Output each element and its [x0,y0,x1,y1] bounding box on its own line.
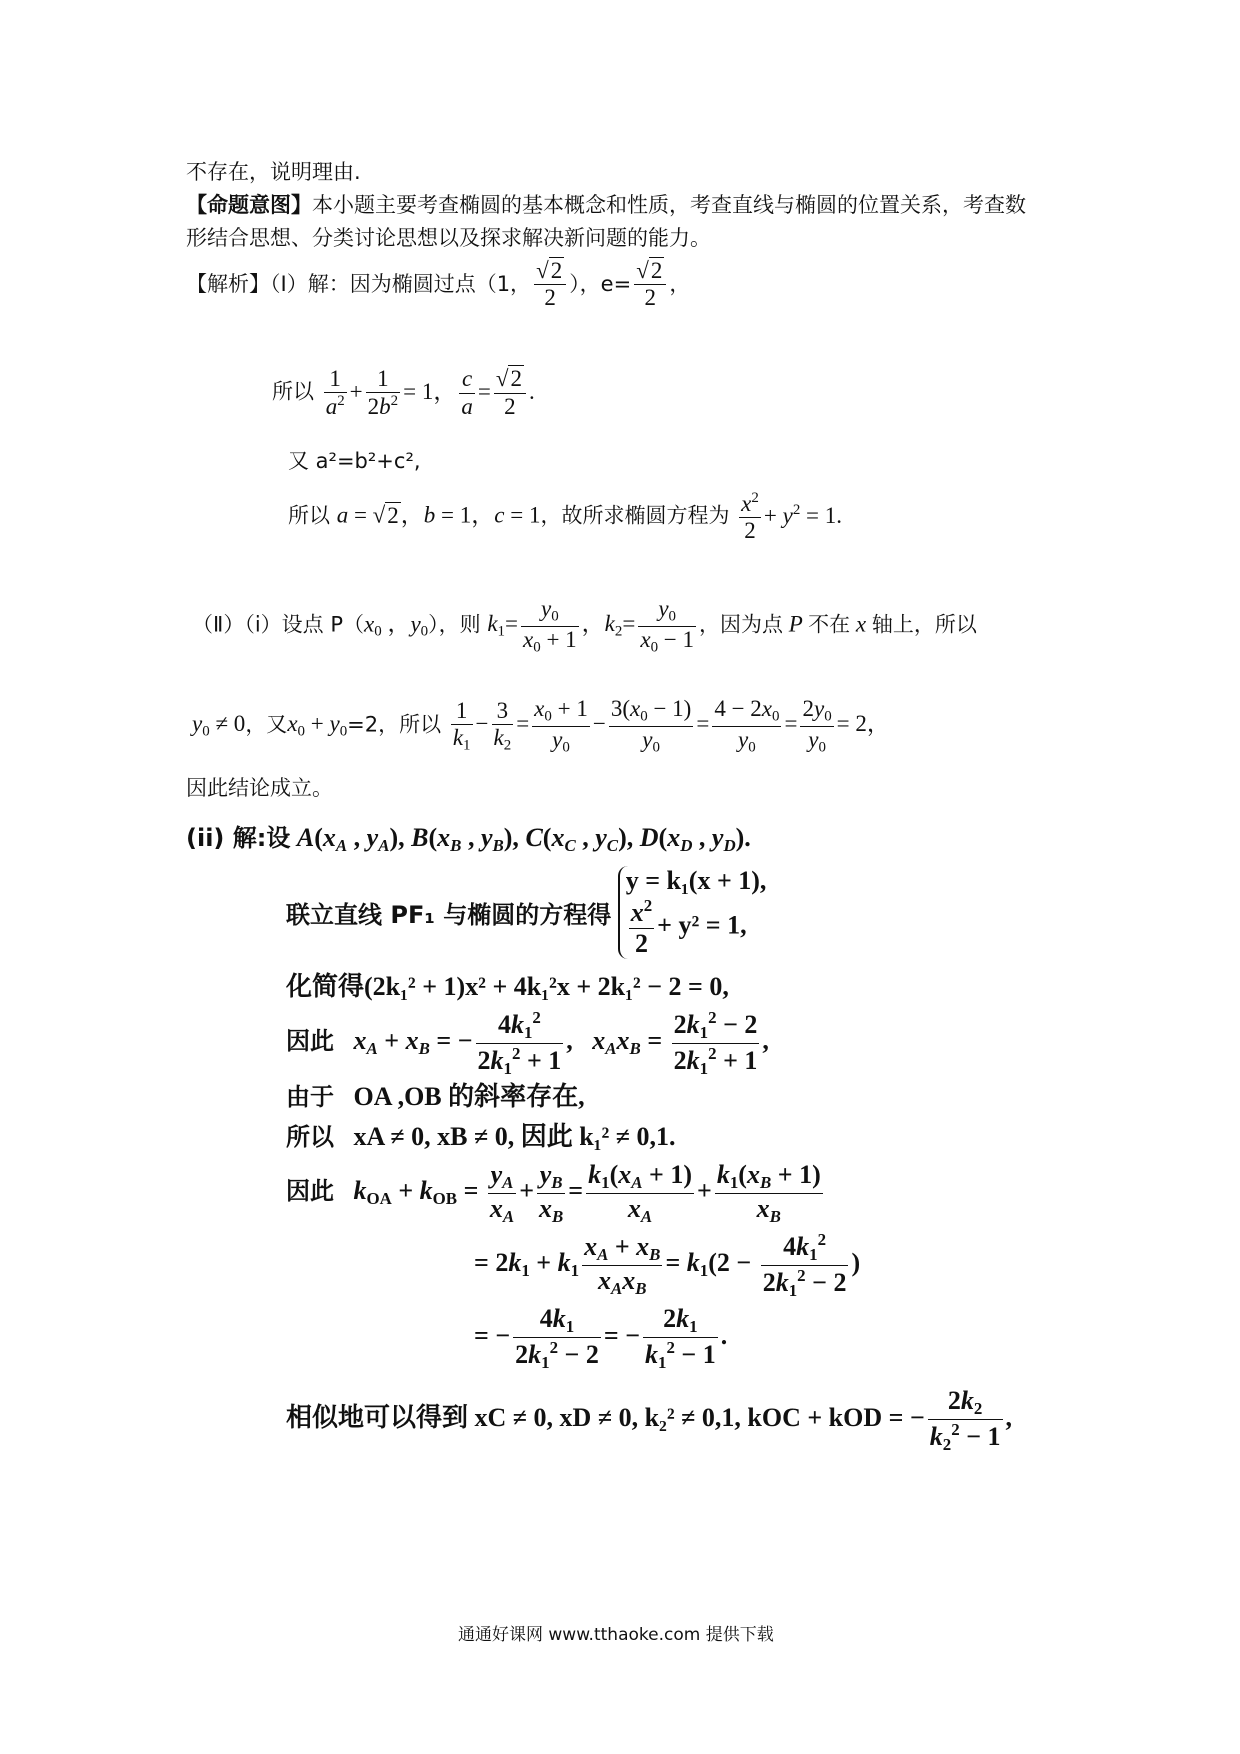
p2i-d: 不在 [808,612,851,637]
part2ii-slopes-exist [286,1076,585,1113]
intro-line-1 [186,189,1026,219]
p2i-a: （Ⅱ）（i）设点 P（ [192,612,365,637]
nonzero-text: xA ≠ 0, xB ≠ 0, 因此 k₁² ≠ 0,1. [353,1122,676,1151]
p2i-c: ，因为点 [699,612,784,637]
intent-text: 本小题主要考查椭圆的基本概念和性质，考查直线与椭圆的位置关系，考查数 [312,193,1026,217]
slope-identity: $\frac{1}{k_1}$ − $\frac{3}{k_2}$ = $\frac{x_0 + 1}{y_0}$ − $\frac{3(x_0 - 1)}{y_0}$ = $\frac{4 - 2x_0}{y_0}$ = $\frac{2y_0}{y_0}$ = 2， [452,696,890,756]
slopes-exist-text: OA ,OB 的斜率存在, [353,1082,585,1111]
part2ii-nonzero [286,1116,676,1153]
similarly-text: 相似地可以得到 xC ≠ 0, xD ≠ 0, k₂² ≠ 0,1, kOC + kOD = − [286,1403,925,1433]
part2ii-simplified: 化简得(2k₁² + 1)x² + 4k₁²x + 2k₁² − 2 = 0, [286,972,729,1001]
intent-label: 【命题意图】 [186,193,312,217]
ellipse-equation: $\frac{x^2}{2}$ + $y^2 = 1$. [741,490,843,544]
ellipse-text: ，故所求椭圆方程为 [540,503,730,528]
p2i-l2b: =2，所以 [347,712,442,737]
part2ii-sum-2: = $2k_1 + k_1$ $\frac{x_A + x_B}{x_Ax_B}$ = $k_1(2$ − $\frac{4k_1^2}{2k_1^2 - 2}$ ) [474,1230,861,1300]
part1-equation-1 [272,366,535,421]
system-line-2: $\frac{x^2}{2}$ + y² = 1, [630,896,747,959]
label-yinci-2: 因此 [286,1176,334,1205]
system-line-1: y = k₁(x + 1), [625,866,767,895]
part2ii-system [286,866,766,959]
part2i-conclusion: 因此结论成立。 [186,776,333,800]
point-fraction: $\frac{√2}{2}$ [534,258,566,312]
part2ii-sum-3: = − $\frac{4k_1}{2k_1^2 - 2}$ = − $\frac{2k_1}{k_1^2 - 1}$ . [474,1304,728,1372]
part1-head-a: 【解析】（Ⅰ）解：因为椭圆过点（1， [186,271,532,296]
part1-head-b: ），e= [569,271,632,296]
part2ii-similarly: 相似地可以得到 xC ≠ 0, xD ≠ 0, k₂² ≠ 0,1, kOC + kOD = − $\frac{2k_2}{k_2^2 - 1}$ , [286,1386,1013,1454]
joint-equation-text: 联立直线 PF₁ 与椭圆的方程得 [286,900,612,929]
label-youyu: 由于 [286,1083,334,1111]
p2i-e: 轴上，所以 [871,612,977,637]
part1-heading [186,258,690,312]
intro-line-2: 形结合思想、分类讨论思想以及探求解决新问题的能力。 [186,226,711,250]
label-suoyi: 所以 [286,1123,334,1151]
intro-line-0: 不存在，说明理由. [186,160,361,184]
suoyi-2: 所以 [288,503,330,528]
p2i-b: ），则 [428,612,481,637]
k1-k2-defs: $k_1=$ $\frac{y_0}{x_0 + 1}$ ，$k_2=$ $\frac{y_0}{x_0 - 1}$ [487,596,695,656]
equation-1-math: $\frac{1}{a^2}$ + $\frac{1}{2b^2}$ = 1， $\frac{c}{a}$ = $\frac{√2}{2}$ . [325,366,535,420]
equation-system [618,866,767,959]
part2i-line-1: （Ⅱ）（i）设点 $P(x_0$ ，$y_0$），则 $k_1=$ $\frac{y_0}{x_0 + 1}$ ，$k_2=$ $\frac{y_0}{x_0 - 1}$ ，因为点 P 不在 x 轴上，所以 [192,596,977,656]
label-yinci-1: 因此 [286,1027,334,1056]
p2i-l2a: ，又 [245,712,288,737]
eccentricity-fraction: $\frac{√2}{2}$ [634,258,666,312]
part1-head-c: ， [669,271,691,296]
abc-values: a = √2，b = 1，c = 1 [336,502,541,528]
part1-relation: 又 a²=b²+c², [288,449,421,473]
page-footer: 通通好课网 www.tthaoke.com 提供下载 [458,1625,774,1645]
part2ii-sum-1: 因此 $k_{OA} + k_{OB}$ = $\frac{y_A}{x_A}$ + $\frac{y_B}{x_B}$ = $\frac{k_1(x_A + 1)}{x_A}$ + $\frac{k_1(x_B + 1)}{x_B}$ [286,1160,821,1226]
part2ii-vieta: 因此 $x_A + x_B$ = − $\frac{4k_1^2}{2k_1^2 + 1}$ , $x_Ax_B$ = $\frac{2k_1^2 - 2}{2k_1^2 + 1}$ , [286,1008,769,1078]
part1-conclusion [288,490,842,545]
suoyi-1: 所以 [272,379,314,404]
part2i-line-2: $y_0 \ne 0$，又$x_0 + y_0=2$，所以 $\frac{1}{k_1}$ − $\frac{3}{k_2}$ = $\frac{x_0 + 1}{y_0}$ − $\frac{3(x_0 - 1)}{y_0}$ = $\frac{4 - 2x_0}{y_0}$ = $\frac{2y_0}{y_0}$ = 2， [192,696,890,756]
part2ii-line-1: (ii) 解:设 $A(x_A$ , $y_A$), $B(x_B$ , $y_B$), $C(x_C$ , $y_C$), $D(x_D$ , $y_D$). [186,823,751,856]
